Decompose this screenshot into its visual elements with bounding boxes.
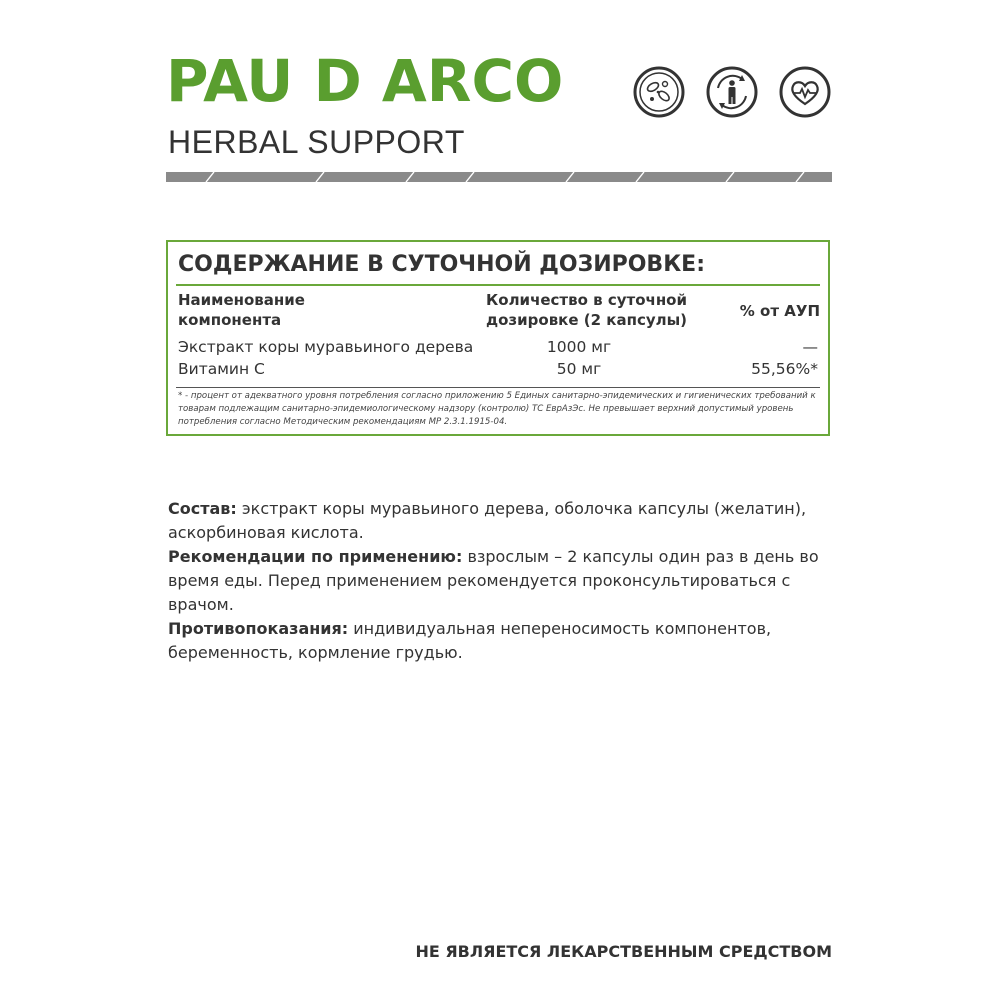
row-percent: 55,56%* [751, 360, 818, 378]
usage-label: Рекомендации по применению: [168, 547, 463, 566]
composition-text: экстракт коры муравьиного дерева, оболочка капсулы (желатин), аскорбиновая кислота. [168, 499, 807, 542]
product-title: PAU D ARCO [166, 47, 564, 115]
composition-paragraph [168, 497, 838, 545]
column-header-name-line2: компонента [178, 311, 282, 329]
contraindications-label: Противопоказания: [168, 619, 349, 638]
row-amount: 50 мг [556, 360, 602, 378]
product-description [168, 497, 838, 665]
column-header-amount-line1: Количество в суточной [486, 291, 687, 309]
contraindications-text: индивидуальная непереносимость компонентов, беременность, кормление грудью. [168, 619, 772, 662]
column-header-name-line1: Наименование [178, 291, 305, 309]
heart-pulse-icon [779, 66, 831, 118]
product-subtitle: HERBAL SUPPORT [168, 124, 465, 160]
composition-label: Состав: [168, 499, 237, 518]
panel-divider [176, 284, 820, 286]
nutrition-panel [166, 240, 830, 436]
column-header-name [178, 290, 305, 330]
contraindications-paragraph [168, 617, 838, 665]
row-name: Экстракт коры муравьиного дерева [178, 338, 474, 356]
body-cycle-icon [706, 66, 758, 118]
footnote: * - процент от адекватного уровня потребления согласно приложению 5 Единых санитарно-эпидемических и гигиенических требований к товарам подлежащим санитарно-эпидемиологическому надзору (контролю) ТС ЕврАзЭс. Не превышает верхний допустимый уровень потребления согласно Методическим рекомендациям МР 2.3.1.1915-04. [178, 391, 816, 427]
row-percent: — [802, 338, 818, 356]
row-name: Витамин С [178, 360, 265, 378]
footnote-divider [176, 387, 820, 388]
column-header-amount-line2: дозировке (2 капсулы) [486, 311, 688, 329]
column-header-percent: % от АУП [739, 302, 820, 320]
microbes-icon [633, 66, 685, 118]
feature-icons [633, 66, 833, 122]
usage-text: взрослым – 2 капсулы один раз в день во время еды. Перед применением рекомендуется проконсультироваться с врачом. [168, 547, 819, 614]
decorative-stripe [166, 172, 832, 182]
column-header-amount [486, 290, 687, 330]
usage-paragraph [168, 545, 838, 617]
panel-title: СОДЕРЖАНИЕ В СУТОЧНОЙ ДОЗИРОВКЕ: [178, 252, 706, 277]
row-amount: 1000 мг [546, 338, 612, 356]
disclaimer: НЕ ЯВЛЯЕТСЯ ЛЕКАРСТВЕННЫМ СРЕДСТВОМ [415, 942, 832, 961]
